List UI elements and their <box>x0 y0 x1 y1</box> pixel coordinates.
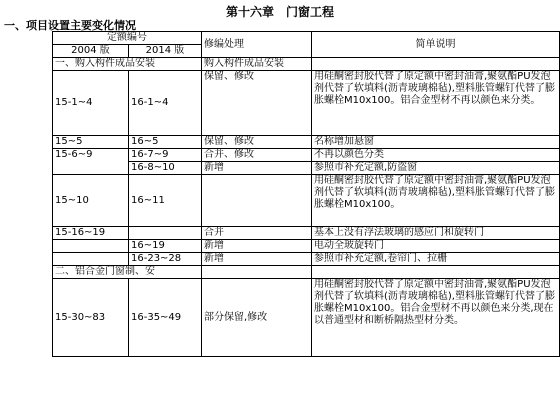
cell-process <box>202 175 312 227</box>
cell-2004 <box>53 253 129 266</box>
cell-process: 保留、修改 <box>202 71 312 136</box>
cell-2004: 15-30~83 <box>53 279 129 357</box>
header-2014: 2014 版 <box>129 45 202 58</box>
category-label: 二、铝合金门窗制、安 <box>53 266 202 279</box>
cell-process: 新增 <box>202 162 312 175</box>
cell-note: 用硅酮密封胶代替了原定额中密封油膏,聚氨酯PU发泡剂代替了软填料(沥青玻璃棉毡),塑料胀管螺钉代替了膨胀螺栓M10x100。铝合金型材不再以颜色来分类。 <box>312 71 560 136</box>
cell-2004: 15-6~9 <box>53 149 129 175</box>
cell-process: 合并 <box>202 227 312 240</box>
cell-2014: 16~19 <box>129 240 202 253</box>
table-row <box>53 149 560 162</box>
cell-2014: 16-23~28 <box>129 253 202 266</box>
cell-2014: 16-7~9 <box>129 149 202 162</box>
header-process: 修编处理 <box>202 32 312 58</box>
table-row <box>53 279 560 357</box>
cell-2004: 15~5 <box>53 136 129 149</box>
cell-process: 合并、修改 <box>202 149 312 162</box>
cell-2014: 16-35~49 <box>129 279 202 357</box>
cell-process: 部分保留,修改 <box>202 279 312 357</box>
header-note: 简单说明 <box>312 32 560 58</box>
table-row <box>53 175 560 227</box>
cell-2014: 16-1~4 <box>129 71 202 136</box>
header-quota-no: 定额编号 <box>53 32 202 45</box>
table-row <box>53 71 560 136</box>
cell-note: 电动全玻旋转门 <box>312 240 560 253</box>
category-empty <box>312 266 560 279</box>
cell-2014 <box>129 227 202 240</box>
category-row <box>53 266 560 279</box>
category-empty <box>312 58 560 71</box>
cell-note: 用硅酮密封胶代替了原定额中密封油膏,聚氨酯PU发泡剂代替了软填料(沥青玻璃棉毡),塑料胀管螺钉代替了膨胀螺栓M10x100。 <box>312 175 560 227</box>
table-row <box>53 253 560 266</box>
cell-process: 新增 <box>202 240 312 253</box>
category-row <box>53 58 560 71</box>
cell-2014: 16-8~10 <box>129 162 202 175</box>
changes-table <box>52 31 560 357</box>
table-row <box>53 240 560 253</box>
table-row <box>53 162 560 175</box>
table-row <box>53 227 560 240</box>
cell-process: 新增 <box>202 253 312 266</box>
category-empty <box>202 266 312 279</box>
chapter-title: 第十六章 门窗工程 <box>225 5 334 19</box>
cell-note: 参照市补充定额,卷帘门、拉栅 <box>312 253 560 266</box>
cell-2004: 15-1~4 <box>53 71 129 136</box>
cell-2014: 16~5 <box>129 136 202 149</box>
cell-note: 用硅酮密封胶代替了原定额中密封油膏,聚氨酯PU发泡剂代替了软填料(沥青玻璃棉毡),塑料胀管螺钉代替了膨胀螺栓M10x100。铝合金型材不再以颜色来分类,现在以普通型材和断桥隔热型材分类。 <box>312 279 560 357</box>
category-label: 购入构件成品安装 <box>202 58 312 71</box>
cell-2014: 16~11 <box>129 175 202 227</box>
cell-process: 保留、修改 <box>202 136 312 149</box>
header-2004: 2004 版 <box>53 45 129 58</box>
table-row <box>53 136 560 149</box>
cell-note: 不再以颜色分类 <box>312 149 560 162</box>
cell-note: 名称增加悬窗 <box>312 136 560 149</box>
cell-note: 基本上没有浮法玻璃的感应门和旋转门 <box>312 227 560 240</box>
section-title: 一、项目设置主要变化情况 <box>4 19 136 32</box>
cell-2004: 15-16~19 <box>53 227 129 240</box>
cell-2004 <box>53 240 129 253</box>
cell-2004: 15~10 <box>53 175 129 227</box>
header-row <box>53 32 560 45</box>
category-label: 一、购入构件成品安装 <box>53 58 202 71</box>
cell-note: 参照市补充定额,防盗窗 <box>312 162 560 175</box>
